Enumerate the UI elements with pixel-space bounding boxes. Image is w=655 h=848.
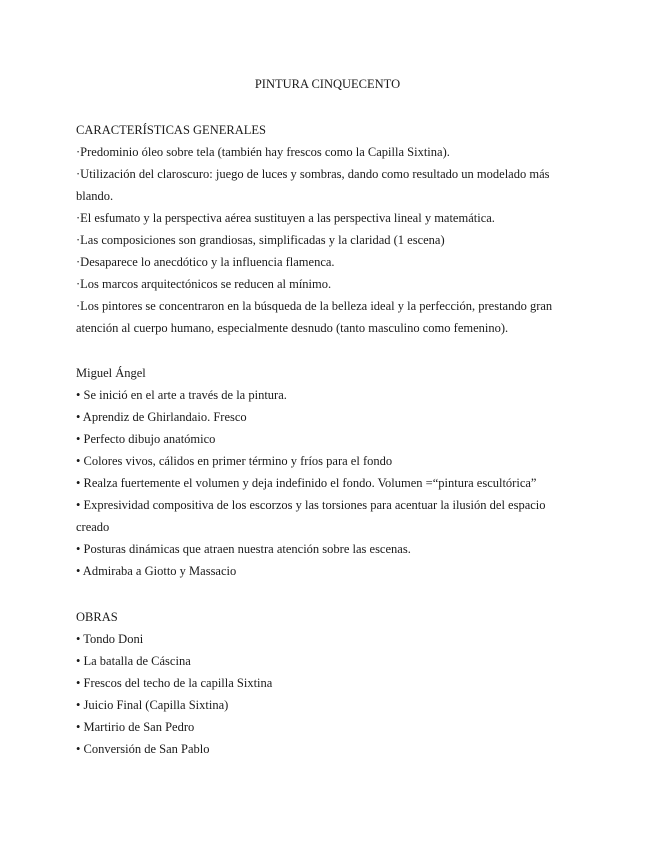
list-item: ·Los marcos arquitectónicos se reducen al mínimo. — [76, 277, 332, 291]
list-item: • La batalla de Cáscina — [76, 654, 191, 668]
list-item: • Tondo Doni — [76, 632, 144, 646]
list-item: ·Desaparece lo anecdótico y la influencia flamenca. — [76, 255, 335, 269]
list-item: • Frescos del techo de la capilla Sixtina — [76, 676, 273, 690]
list-item: ·Las composiciones son grandiosas, simplificadas y la claridad (1 escena) — [76, 233, 445, 247]
list-item: • Aprendiz de Ghirlandaio. Fresco — [76, 410, 247, 424]
section-heading: CARACTERÍSTICAS GENERALES — [76, 123, 266, 137]
section-general-characteristics — [76, 119, 580, 339]
document-title: PINTURA CINQUECENTO — [254, 77, 401, 91]
list-item: blando. — [76, 189, 114, 203]
list-item: • Expresividad compositiva de los escorzos y las torsiones para acentuar la ilusión del espacio — [76, 498, 546, 512]
list-item: • Perfecto dibujo anatómico — [76, 432, 216, 446]
section-heading: OBRAS — [76, 610, 118, 624]
section-heading: Miguel Ángel — [76, 366, 146, 380]
list-item: • Conversión de San Pablo — [76, 742, 210, 756]
list-item: • Martirio de San Pedro — [76, 720, 195, 734]
list-item: • Se inició en el arte a través de la pintura. — [76, 388, 287, 402]
list-item: • Juicio Final (Capilla Sixtina) — [76, 698, 229, 712]
list-item: ·Los pintores se concentraron en la búsqueda de la belleza ideal y la perfección, prestando gran — [76, 299, 553, 313]
list-item: ·El esfumato y la perspectiva aérea sustituyen a las perspectiva lineal y matemática. — [76, 211, 495, 225]
list-item: • Realza fuertemente el volumen y deja indefinido el fondo. Volumen =“pintura escultórica” — [76, 476, 537, 490]
list-item: • Admiraba a Giotto y Massacio — [76, 564, 237, 578]
section-miguel-angel — [76, 362, 580, 582]
list-item: atención al cuerpo humano, especialmente desnudo (tanto masculino como femenino). — [76, 321, 509, 335]
list-item: • Colores vivos, cálidos en primer término y fríos para el fondo — [76, 454, 393, 468]
list-item: creado — [76, 520, 110, 534]
list-item: ·Predominio óleo sobre tela (también hay frescos como la Capilla Sixtina). — [76, 145, 450, 159]
list-item: ·Utilización del claroscuro: juego de luces y sombras, dando como resultado un modelado más — [76, 167, 550, 181]
list-item: • Posturas dinámicas que atraen nuestra atención sobre las escenas. — [76, 542, 411, 556]
section-obras — [76, 606, 580, 760]
